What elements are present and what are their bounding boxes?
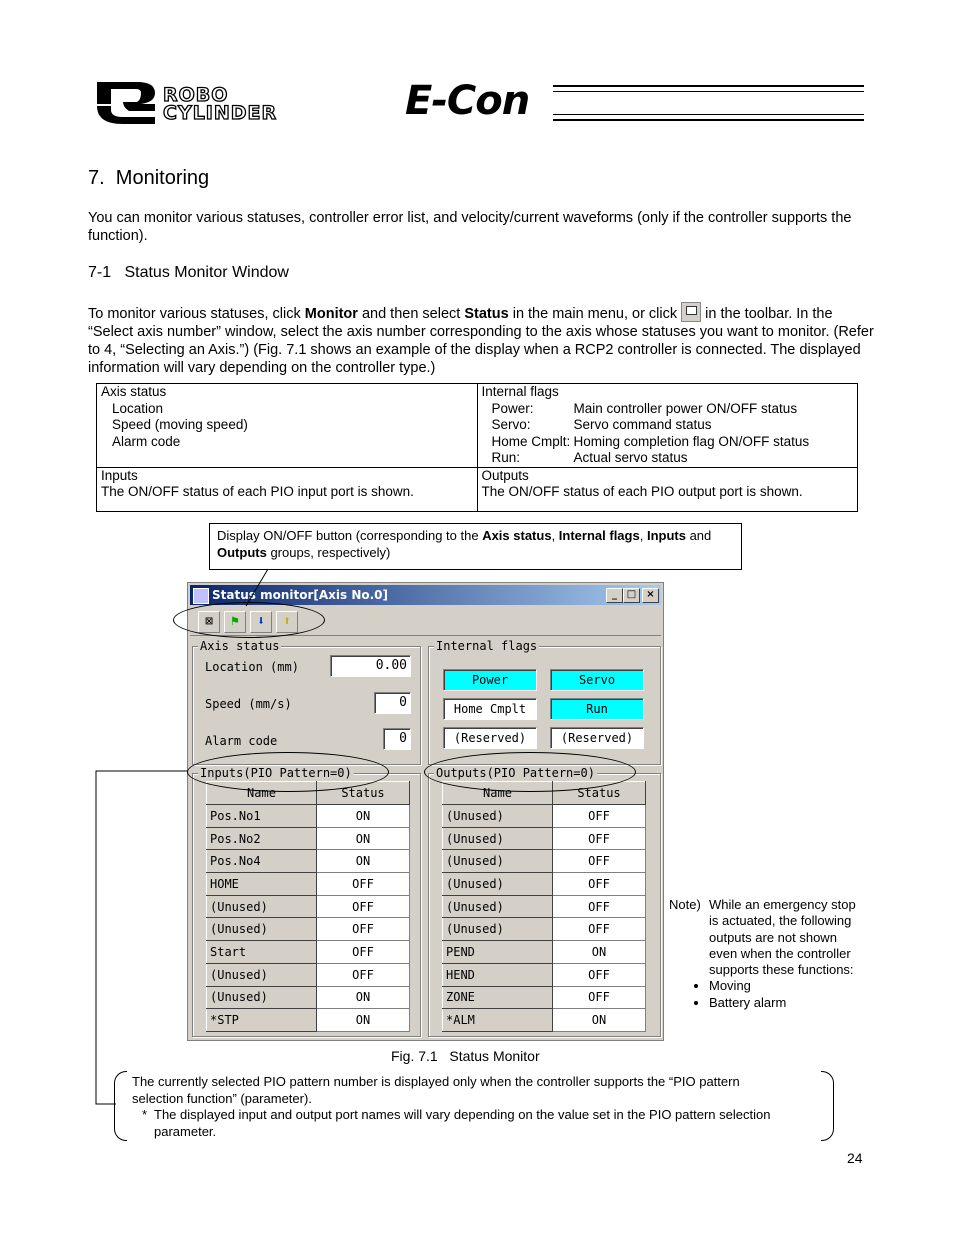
status-column-header: Status bbox=[553, 782, 646, 805]
note-item: • Moving bbox=[709, 978, 869, 994]
port-name: (Unused) bbox=[443, 850, 553, 873]
location-label: Location (mm) bbox=[205, 660, 299, 674]
port-status: OFF bbox=[317, 941, 410, 964]
port-status: OFF bbox=[317, 873, 410, 896]
port-name: Pos.No4 bbox=[207, 850, 317, 873]
port-name: (Unused) bbox=[443, 805, 553, 828]
name-column-header: Name bbox=[443, 782, 553, 805]
port-name: (Unused) bbox=[207, 918, 317, 941]
minimize-icon[interactable]: _ bbox=[606, 588, 623, 603]
port-name: Pos.No2 bbox=[207, 827, 317, 850]
flag-servo: Servo bbox=[550, 669, 644, 691]
port-status: ON bbox=[553, 941, 646, 964]
flag-home-cmplt: Home Cmplt bbox=[443, 698, 537, 720]
port-name: HEND bbox=[443, 963, 553, 986]
inputs-toggle-icon[interactable]: ⬇ bbox=[250, 611, 272, 633]
flag-reserved: (Reserved) bbox=[443, 727, 537, 749]
port-name: (Unused) bbox=[443, 895, 553, 918]
port-name: (Unused) bbox=[207, 986, 317, 1009]
port-name: (Unused) bbox=[443, 873, 553, 896]
flags-toggle-icon[interactable]: ⚑ bbox=[224, 611, 246, 633]
port-name: *ALM bbox=[443, 1009, 553, 1032]
close-icon[interactable]: × bbox=[642, 588, 659, 603]
instruction-paragraph: To monitor various statuses, click Monitor and then select Status in the main menu, or click in the toolbar. In the “Select axis number” window, select the axis number corresponding to the axis whose statuses you want to monitor. (Refer to 4, “Selecting an Axis.”) (Fig. 7.1 shows an example of the display when a RCP2 controller is connected. The displayed information will vary depending on the controller type.) bbox=[88, 302, 878, 377]
port-name: Start bbox=[207, 941, 317, 964]
speed-label: Speed (mm/s) bbox=[205, 697, 292, 711]
port-name: Pos.No1 bbox=[207, 805, 317, 828]
right-bracket bbox=[821, 1071, 834, 1141]
port-name: PEND bbox=[443, 941, 553, 964]
port-name: (Unused) bbox=[207, 895, 317, 918]
outputs-toggle-icon[interactable]: ⬆ bbox=[276, 611, 298, 633]
inputs-group-label: Inputs(PIO Pattern=0) bbox=[200, 766, 352, 780]
subsection-title: 7-1 Status Monitor Window bbox=[88, 264, 289, 281]
outputs-group-label: Outputs(PIO Pattern=0) bbox=[436, 766, 595, 780]
page-number: 24 bbox=[847, 1150, 863, 1166]
location-field: 0.00 bbox=[330, 655, 411, 677]
port-name: (Unused) bbox=[207, 963, 317, 986]
emergency-stop-note: Note) While an emergency stop is actuated, the following outputs are not shown even when the controller supports these functions: • Moving • Battery alarm bbox=[669, 897, 869, 1011]
name-column-header: Name bbox=[207, 782, 317, 805]
port-name: *STP bbox=[207, 1009, 317, 1032]
pio-pattern-note: The currently selected PIO pattern number is displayed only when the controller supports the “PIO pattern selection function” (parameter). * The displayed input and output port names will vary depending on the value set in the PIO pattern selection parameter. bbox=[114, 1071, 834, 1141]
port-status: ON bbox=[317, 827, 410, 850]
port-status: OFF bbox=[317, 918, 410, 941]
port-name: HOME bbox=[207, 873, 317, 896]
port-status: OFF bbox=[553, 827, 646, 850]
axis-status-toggle-icon[interactable]: ⊠ bbox=[198, 611, 220, 633]
port-status: OFF bbox=[553, 963, 646, 986]
port-status: ON bbox=[317, 986, 410, 1009]
port-name: ZONE bbox=[443, 986, 553, 1009]
intro-paragraph: You can monitor various statuses, controller error list, and velocity/current waveforms (only if the controller supports the function). bbox=[88, 210, 852, 244]
econ-logo: E-Con bbox=[405, 78, 530, 124]
section-title: 7. Monitoring bbox=[88, 167, 210, 189]
alarm-code-label: Alarm code bbox=[205, 734, 278, 748]
port-status: OFF bbox=[553, 895, 646, 918]
maximize-icon[interactable]: □ bbox=[623, 588, 640, 603]
port-name: (Unused) bbox=[443, 918, 553, 941]
port-status: ON bbox=[317, 805, 410, 828]
display-button-callout: Display ON/OFF button (corresponding to the Axis status, Internal flags, Inputs and Outputs groups, respectively) bbox=[209, 523, 742, 570]
port-status: OFF bbox=[317, 895, 410, 918]
port-status: OFF bbox=[553, 918, 646, 941]
note-item: • Battery alarm bbox=[709, 995, 869, 1011]
port-status: ON bbox=[317, 850, 410, 873]
port-status: OFF bbox=[317, 963, 410, 986]
port-status: OFF bbox=[553, 850, 646, 873]
alarm-code-field: 0 bbox=[383, 728, 411, 750]
status-column-header: Status bbox=[317, 782, 410, 805]
port-status: OFF bbox=[553, 986, 646, 1009]
port-status: OFF bbox=[553, 805, 646, 828]
figure-caption: Fig. 7.1 Status Monitor bbox=[391, 1048, 540, 1064]
port-name: (Unused) bbox=[443, 827, 553, 850]
status-info-table: Axis status Location Speed (moving speed) Alarm code Internal flags Power: Main controller power ON/OFF status Servo: Servo command status Home Cmplt: Homing completion flag ON/OFF status Run: Actual servo status Inputs The ON/OFF status of each PIO input port is shown. Outputs The ON/OFF status of each PIO output port is shown. bbox=[96, 383, 858, 512]
flag-run: Run bbox=[550, 698, 644, 720]
window-title: Status monitor[Axis No.0] bbox=[212, 588, 389, 602]
port-status: ON bbox=[317, 1009, 410, 1032]
axis-status-label: Axis status bbox=[200, 639, 280, 653]
flag-reserved: (Reserved) bbox=[550, 727, 644, 749]
logo-text: ROBO CYLINDER bbox=[163, 84, 278, 124]
left-bracket bbox=[114, 1071, 127, 1141]
internal-flags-label: Internal flags bbox=[436, 639, 538, 653]
flag-power: Power bbox=[443, 669, 537, 691]
port-status: ON bbox=[553, 1009, 646, 1032]
port-status: OFF bbox=[553, 873, 646, 896]
speed-field: 0 bbox=[374, 692, 411, 714]
